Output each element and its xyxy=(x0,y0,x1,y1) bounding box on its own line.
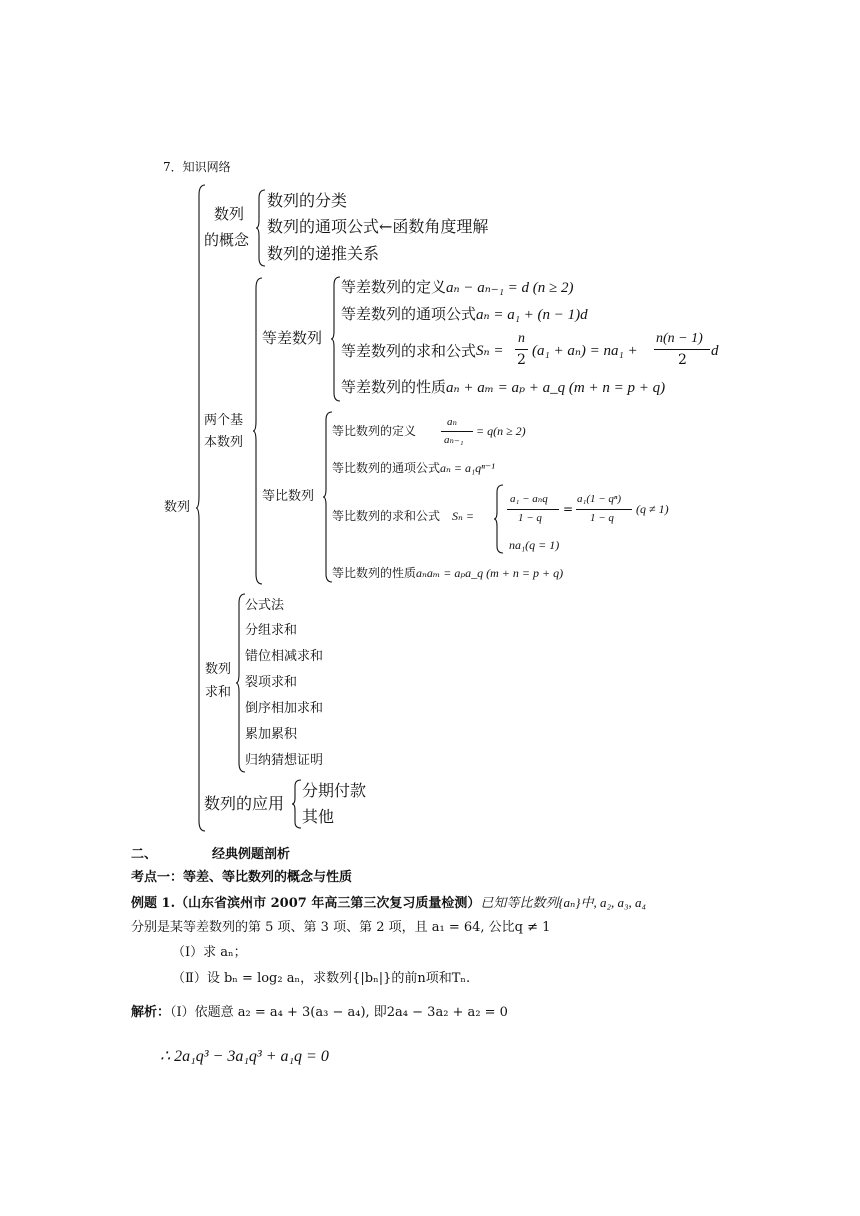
arith-definition: 等差数列的定义aₙ − aₙ₋₁ = d (n ≥ 2) xyxy=(341,278,574,296)
geo-def-rhs: = q(n ≥ 2) xyxy=(476,424,526,438)
concept-brace xyxy=(256,190,266,266)
fraction-bar xyxy=(576,509,632,510)
sum-label-2: 求和 xyxy=(205,685,232,700)
arith-sum-text: 等差数列的求和公式 xyxy=(341,342,477,360)
fraction-bar xyxy=(441,431,473,432)
geo-sum-brace xyxy=(494,485,504,553)
kaodian-title: 考点一：等差、等比数列的概念与性质 xyxy=(131,870,353,885)
geo-case1-frac1-den: 1 − q xyxy=(518,512,542,524)
sum-method: 分组求和 xyxy=(245,623,298,638)
geo-case2: na₁(q = 1) xyxy=(509,538,560,552)
geo-case1-frac1-num: a₁ − aₙq xyxy=(510,493,548,505)
geo-label: 等比数列 xyxy=(262,489,315,504)
geo-general-term: 等比数列的通项公式aₙ = a₁qⁿ⁻¹ xyxy=(332,461,495,475)
arith-property: 等差数列的性质aₙ + aₘ = aₚ + a_q (m + n = p + q) xyxy=(341,378,666,396)
concept-item: 数列的分类 xyxy=(267,191,348,210)
left-arrow-icon: ← xyxy=(379,217,393,236)
arith-sum-mid: (a₁ + aₙ) = na₁ + xyxy=(532,343,638,359)
geo-property: 等比数列的性质aₙaₘ = aₚa_q (m + n = p + q) xyxy=(332,566,564,580)
sum-method: 累加累积 xyxy=(245,727,298,742)
geo-case1-frac2-num: a₁(1 − qⁿ) xyxy=(577,493,622,505)
application-brace xyxy=(292,780,302,828)
application-label: 数列的应用 xyxy=(204,794,285,813)
geo-case1-eq: = xyxy=(563,502,574,516)
sum-label-1: 数列 xyxy=(205,662,232,677)
solution-line-2: ∴ 2a₁q³ − 3a₁q³ + a₁q = 0 xyxy=(160,1048,329,1065)
example-question-1: （Ⅰ）求 aₙ； xyxy=(172,945,247,960)
section-title: 7．知识网络 xyxy=(163,160,231,174)
sum-method: 公式法 xyxy=(245,598,285,613)
two-basic-label-1: 两个基 xyxy=(204,413,244,428)
arith-brace xyxy=(331,277,341,401)
two-basic-brace xyxy=(253,278,263,584)
solution-line-1: 解析：（I）依题意 a₂ = a₄ + 3(a₃ − a₄), 即2a₄ − 3a₂ + a₂ = 0 xyxy=(131,1005,508,1020)
arith-sum-frac1-den: 2 xyxy=(517,352,526,368)
concept-item: 数列的递推关系 xyxy=(267,244,380,263)
geo-case1-cond: (q ≠ 1) xyxy=(636,502,669,516)
arith-label: 等差数列 xyxy=(262,329,323,347)
application-item: 分期付款 xyxy=(302,781,367,800)
geo-def-den: aₙ₋₁ xyxy=(444,434,464,446)
fraction-bar xyxy=(507,509,559,510)
example-line-2: 分别是某等差数列的第 5 项、第 3 项、第 2 项，且 a₁ = 64, 公比q ≠ 1 xyxy=(131,920,551,935)
arith-sum-lhs: Sₙ = xyxy=(476,343,504,359)
root-label: 数列 xyxy=(164,500,191,515)
geo-sum-text: 等比数列的求和公式 xyxy=(332,509,441,523)
sum-method: 归纳猜想证明 xyxy=(245,753,324,768)
arith-sum-end: d xyxy=(711,343,719,359)
geo-sum-lhs: Sₙ = xyxy=(452,509,474,523)
two-basic-label-2: 本数列 xyxy=(204,435,244,450)
sum-method: 裂项求和 xyxy=(245,675,298,690)
geo-definition-text: 等比数列的定义 xyxy=(332,424,417,438)
part2-number: 二、 xyxy=(131,847,158,862)
part2-title: 经典例题剖析 xyxy=(212,847,291,862)
concept-label-2: 的概念 xyxy=(204,231,250,249)
fraction-bar xyxy=(654,349,710,350)
concept-item: 数列的通项公式←函数角度理解 xyxy=(267,217,489,236)
geo-case1-frac2-den: 1 − q xyxy=(590,512,614,524)
concept-label-1: 数列 xyxy=(214,205,245,223)
root-brace xyxy=(196,185,206,831)
arith-general-term: 等差数列的通项公式aₙ = a₁ + (n − 1)d xyxy=(341,305,588,323)
arith-sum-frac1-num: n xyxy=(518,331,525,346)
fraction-bar xyxy=(515,349,528,350)
application-item: 其他 xyxy=(302,807,335,826)
sum-method: 倒序相加求和 xyxy=(245,701,324,716)
arith-sum-frac2-den: 2 xyxy=(678,352,687,368)
example-question-2: （Ⅱ）设 bₙ = log₂ aₙ，求数列{|bₙ|}的前n项和Tₙ. xyxy=(172,971,471,986)
geo-def-num: aₙ xyxy=(447,416,457,428)
arith-sum-frac2-num: n(n − 1) xyxy=(656,331,703,346)
example-line-1: 例题 1.（山东省滨州市 2007 年高三第三次复习质量检测）已知等比数列{aₙ}中, a₂, a₃, a₄ xyxy=(131,895,647,911)
sum-method: 错位相减求和 xyxy=(245,649,324,664)
